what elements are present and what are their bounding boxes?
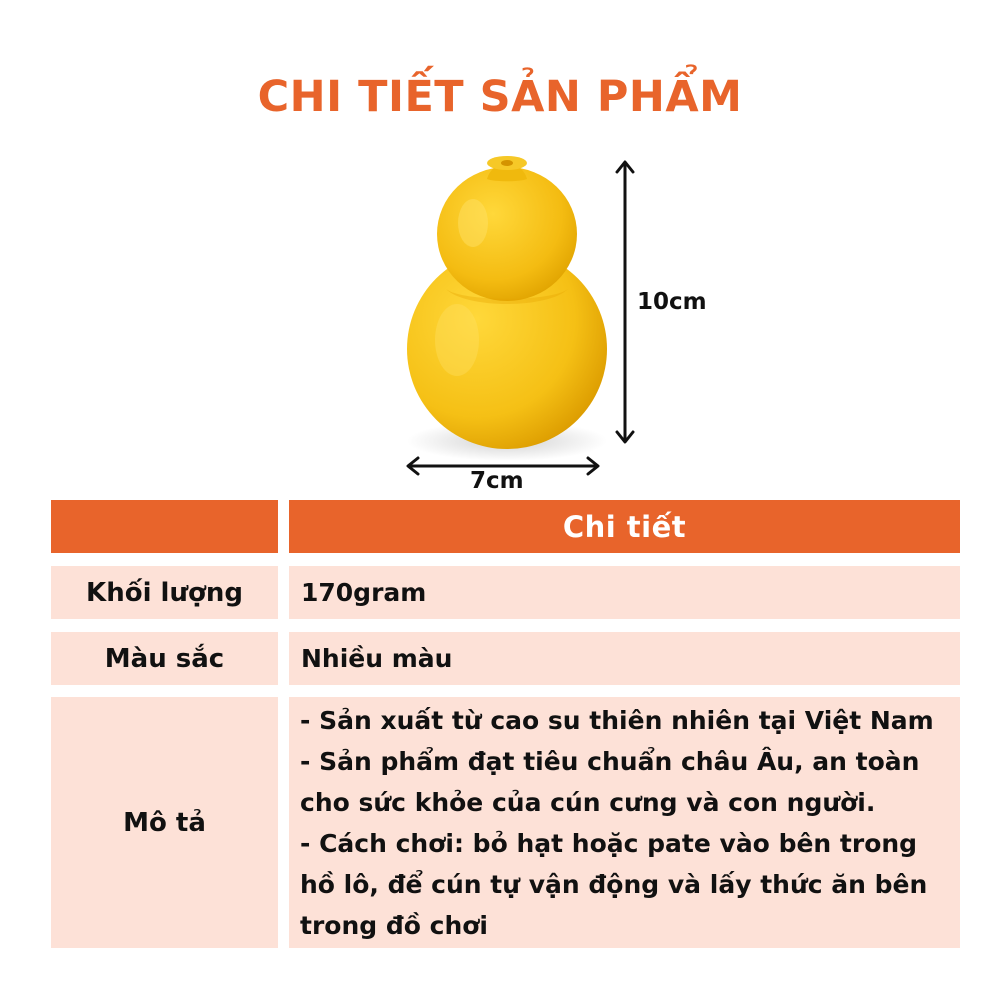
table-header-detail-cell xyxy=(289,500,960,553)
description-line: trong đồ chơi xyxy=(300,910,488,940)
height-dimension-arrow-icon xyxy=(615,158,635,446)
description-line: cho sức khỏe của cún cưng và con người. xyxy=(300,787,876,817)
color-value: Nhiều màu xyxy=(301,644,453,673)
description-line: - Sản phẩm đạt tiêu chuẩn châu Âu, an toàn xyxy=(300,746,920,776)
gourd-toy-image xyxy=(380,150,630,470)
description-label: Mô tả xyxy=(123,807,206,838)
table-row-weight-label-cell xyxy=(51,566,278,619)
description-line: - Sản xuất từ cao su thiên nhiên tại Việt Nam xyxy=(300,705,934,735)
table-row-color-value-cell xyxy=(289,632,960,685)
description-line: - Cách chơi: bỏ hạt hoặc pate vào bên trong xyxy=(300,828,918,858)
color-label: Màu sắc xyxy=(104,643,225,674)
table-row-weight-value-cell xyxy=(289,566,960,619)
table-header-blank-cell xyxy=(51,500,278,553)
table-header-detail-label: Chi tiết xyxy=(562,509,687,544)
width-label: 7cm xyxy=(470,468,524,494)
weight-label: Khối lượng xyxy=(86,577,243,608)
table-row-description-value-cell xyxy=(289,697,960,948)
page-title: CHI TIẾT SẢN PHẨM xyxy=(257,72,743,122)
weight-value: 170gram xyxy=(301,578,427,607)
table-row-color-label-cell xyxy=(51,632,278,685)
table-row-description-label-cell xyxy=(51,697,278,948)
height-label: 10cm xyxy=(637,289,707,315)
description-line: hồ lô, để cún tự vận động và lấy thức ăn bên xyxy=(300,869,928,899)
